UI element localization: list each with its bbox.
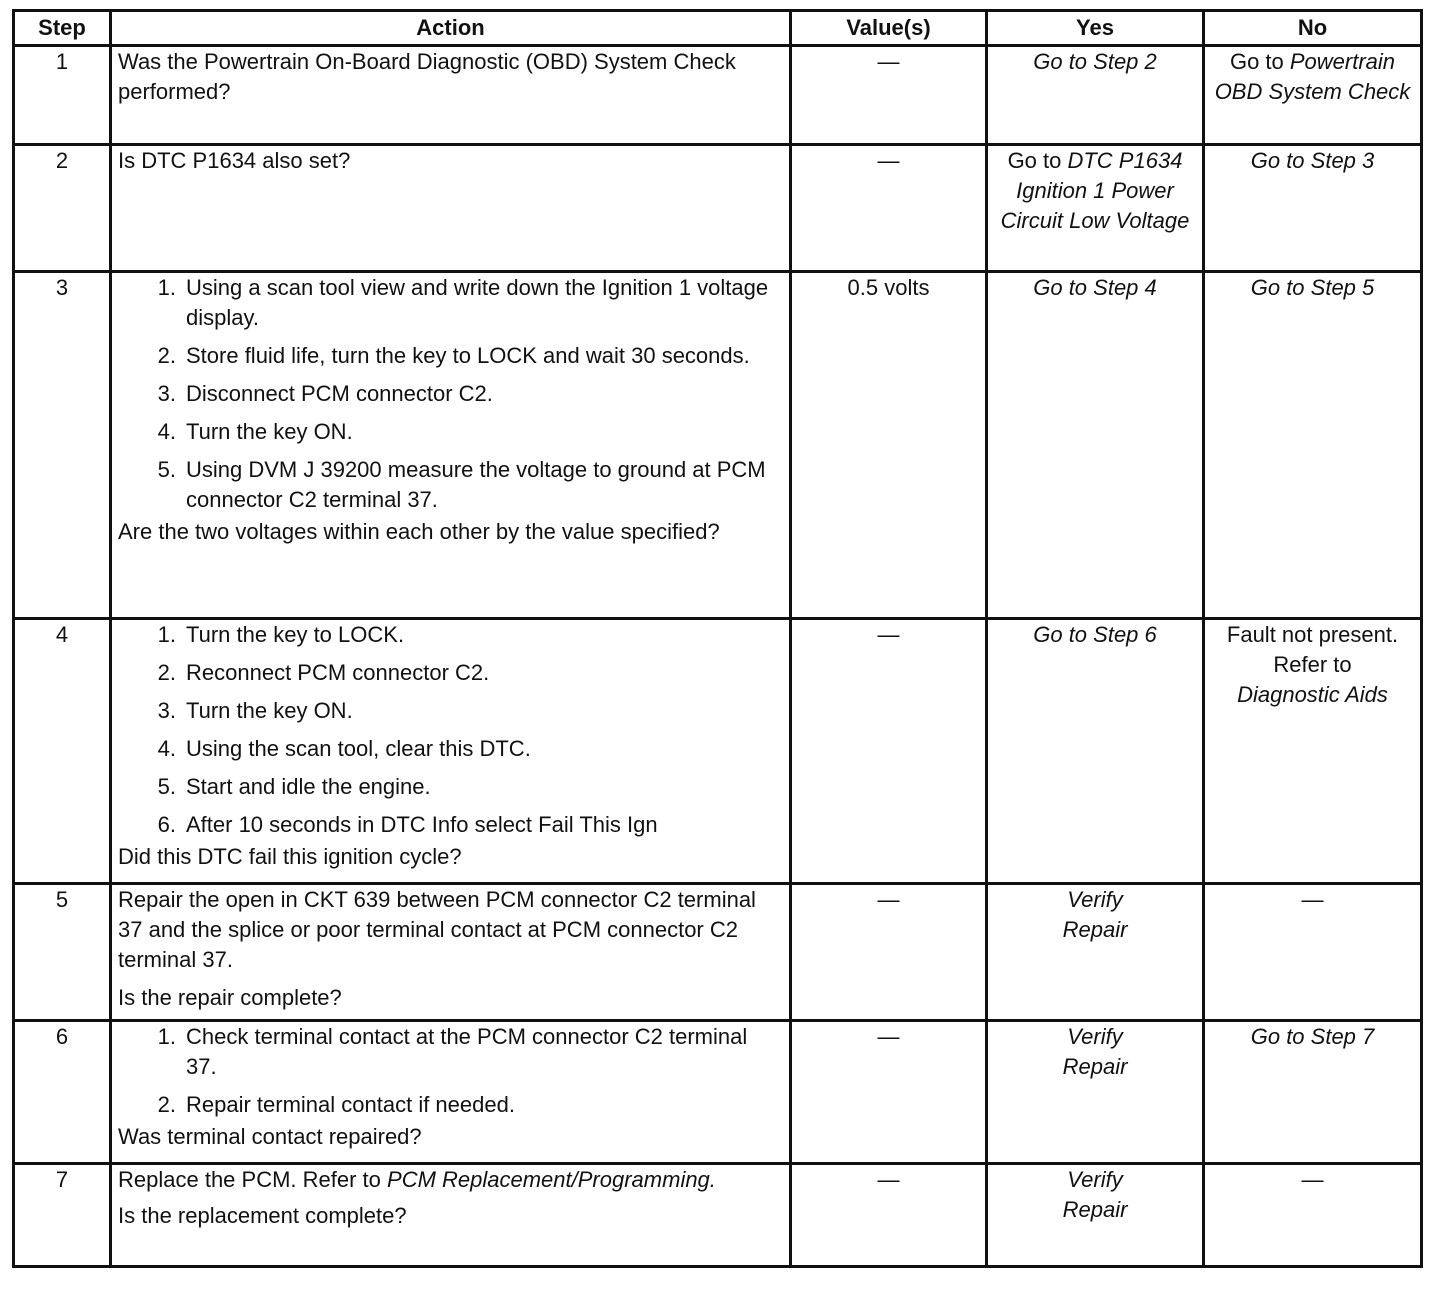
procedure-list bbox=[118, 273, 783, 515]
item-text: Repair terminal contact if needed. bbox=[186, 1092, 515, 1117]
item-number: 1. bbox=[157, 275, 176, 300]
action-cell bbox=[111, 46, 791, 145]
diagnostic-table bbox=[12, 9, 1423, 1268]
item-text: Reconnect PCM connector C2. bbox=[186, 660, 490, 685]
yes-text: Go to Step 2 bbox=[1033, 49, 1157, 74]
item-number: 6. bbox=[157, 812, 176, 837]
header-row bbox=[14, 11, 1422, 46]
action-text: Is DTC P1634 also set? bbox=[118, 148, 351, 173]
yes-cell bbox=[987, 619, 1204, 884]
yes-text: Go to Step 4 bbox=[1033, 275, 1157, 300]
item-number: 2. bbox=[157, 343, 176, 368]
item-text: Turn the key ON. bbox=[186, 698, 353, 723]
yes-cell bbox=[987, 1164, 1204, 1267]
table-row bbox=[14, 1021, 1422, 1164]
item-number: 4. bbox=[157, 736, 176, 761]
yes-cell bbox=[987, 272, 1204, 619]
step-number: 4 bbox=[14, 619, 111, 884]
item-number: 1. bbox=[157, 622, 176, 647]
value-cell: — bbox=[791, 1021, 987, 1164]
no-text: Go to Step 5 bbox=[1250, 275, 1375, 300]
question-text: Did this DTC fail this ignition cycle? bbox=[118, 844, 462, 869]
table-row bbox=[14, 145, 1422, 272]
list-item bbox=[142, 620, 783, 650]
yes-prefix: Go to bbox=[1007, 148, 1068, 173]
value-cell: — bbox=[791, 1164, 987, 1267]
list-item bbox=[142, 341, 783, 371]
no-text: Go to Step 3 bbox=[1250, 148, 1375, 173]
item-number: 2. bbox=[157, 660, 176, 685]
list-item bbox=[142, 810, 783, 840]
yes-cell bbox=[987, 1021, 1204, 1164]
action-cell bbox=[111, 1164, 791, 1267]
item-number: 3. bbox=[157, 698, 176, 723]
table-row bbox=[14, 46, 1422, 145]
item-text: Using the scan tool, clear this DTC. bbox=[186, 736, 531, 761]
yes-cell bbox=[987, 46, 1204, 145]
value-cell: — bbox=[791, 46, 987, 145]
value-cell: 0.5 volts bbox=[791, 272, 987, 619]
item-number: 1. bbox=[157, 1024, 176, 1049]
list-item bbox=[142, 1090, 783, 1120]
procedure-list bbox=[118, 1022, 783, 1120]
step-number: 2 bbox=[14, 145, 111, 272]
table-row bbox=[14, 272, 1422, 619]
question-text: Is the replacement complete? bbox=[118, 1203, 407, 1228]
step-number: 1 bbox=[14, 46, 111, 145]
list-item bbox=[142, 772, 783, 802]
yes-text: Verify Repair bbox=[1062, 887, 1128, 942]
action-cell bbox=[111, 1021, 791, 1164]
action-cell bbox=[111, 884, 791, 1021]
yes-text: Verify Repair bbox=[1062, 1167, 1128, 1222]
step-number: 5 bbox=[14, 884, 111, 1021]
table-row bbox=[14, 619, 1422, 884]
item-text: Turn the key ON. bbox=[186, 419, 353, 444]
yes-cell bbox=[987, 145, 1204, 272]
action-cell bbox=[111, 619, 791, 884]
question-text: Are the two voltages within each other by the value specified? bbox=[118, 519, 720, 544]
header-yes: Yes bbox=[987, 11, 1204, 46]
action-cell bbox=[111, 272, 791, 619]
no-text: Go to Step 7 bbox=[1250, 1024, 1375, 1049]
yes-text: Verify Repair bbox=[1062, 1024, 1128, 1079]
no-prefix: Go to bbox=[1229, 49, 1290, 74]
header-action: Action bbox=[111, 11, 791, 46]
no-line-1: Fault not present. bbox=[1226, 622, 1399, 647]
item-number: 4. bbox=[157, 419, 176, 444]
item-text: Using DVM J 39200 measure the voltage to ground at PCM connector C2 terminal 37. bbox=[186, 457, 766, 512]
item-text: Turn the key to LOCK. bbox=[186, 622, 405, 647]
item-number: 5. bbox=[157, 457, 176, 482]
question-text: Is the repair complete? bbox=[118, 985, 342, 1010]
item-number: 2. bbox=[157, 1092, 176, 1117]
action-text: Was the Powertrain On-Board Diagnostic (OBD) System Check performed? bbox=[118, 49, 736, 104]
action-cell bbox=[111, 145, 791, 272]
table-row bbox=[14, 884, 1422, 1021]
action-text: Repair the open in CKT 639 between PCM connector C2 terminal 37 and the splice or poor terminal contact at PCM connector C2 terminal 37. bbox=[118, 887, 756, 972]
list-item bbox=[142, 379, 783, 409]
no-line-2: Refer to bbox=[1273, 652, 1352, 677]
list-item bbox=[142, 273, 783, 333]
list-item bbox=[142, 734, 783, 764]
item-text: After 10 seconds in DTC Info select Fail This Ign bbox=[186, 812, 658, 837]
item-text: Disconnect PCM connector C2. bbox=[186, 381, 493, 406]
step-number: 7 bbox=[14, 1164, 111, 1267]
list-item bbox=[142, 658, 783, 688]
no-cell bbox=[1204, 46, 1422, 145]
no-link: Diagnostic Aids bbox=[1237, 682, 1388, 707]
header-values: Value(s) bbox=[791, 11, 987, 46]
no-cell bbox=[1204, 272, 1422, 619]
no-cell bbox=[1204, 619, 1422, 884]
no-cell: — bbox=[1204, 884, 1422, 1021]
list-item bbox=[142, 455, 783, 515]
step-number: 6 bbox=[14, 1021, 111, 1164]
header-no: No bbox=[1204, 11, 1422, 46]
step-number: 3 bbox=[14, 272, 111, 619]
table-row bbox=[14, 1164, 1422, 1267]
list-item bbox=[142, 1022, 783, 1082]
question-text: Was terminal contact repaired? bbox=[118, 1124, 422, 1149]
value-cell: — bbox=[791, 145, 987, 272]
no-cell: — bbox=[1204, 1164, 1422, 1267]
yes-link: DTC P1634 Ignition 1 Power Circuit Low Voltage bbox=[1000, 148, 1190, 233]
item-text: Using a scan tool view and write down the Ignition 1 voltage display. bbox=[186, 275, 769, 330]
procedure-list bbox=[118, 620, 783, 840]
list-item bbox=[142, 696, 783, 726]
item-text: Start and idle the engine. bbox=[186, 774, 431, 799]
no-cell bbox=[1204, 145, 1422, 272]
value-cell: — bbox=[791, 884, 987, 1021]
action-text bbox=[118, 1165, 783, 1195]
no-cell bbox=[1204, 1021, 1422, 1164]
header-step: Step bbox=[14, 11, 111, 46]
item-text: Check terminal contact at the PCM connector C2 terminal 37. bbox=[186, 1024, 748, 1079]
value-cell: — bbox=[791, 619, 987, 884]
yes-cell bbox=[987, 884, 1204, 1021]
item-text: Store fluid life, turn the key to LOCK and wait 30 seconds. bbox=[186, 343, 750, 368]
action-prefix: Replace the PCM. Refer to bbox=[118, 1167, 388, 1192]
item-number: 5. bbox=[157, 774, 176, 799]
yes-text: Go to Step 6 bbox=[1033, 622, 1157, 647]
no-link: Powertrain OBD System Check bbox=[1214, 49, 1411, 104]
action-link: PCM Replacement/Programming. bbox=[387, 1167, 716, 1192]
item-number: 3. bbox=[157, 381, 176, 406]
list-item bbox=[142, 417, 783, 447]
